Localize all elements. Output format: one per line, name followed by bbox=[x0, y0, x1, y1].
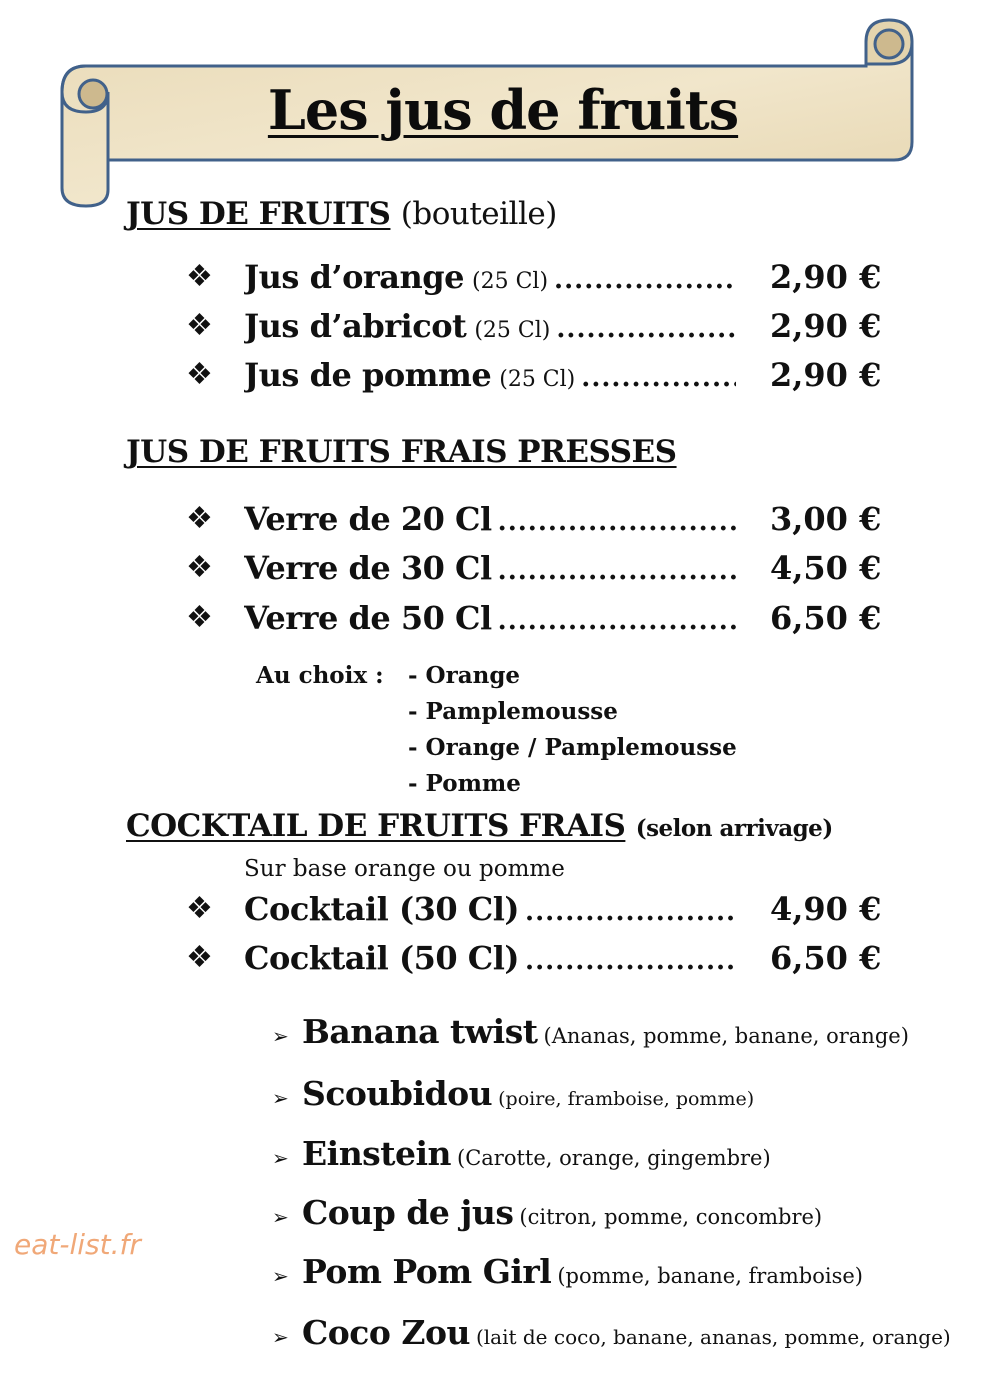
arrow-bullet-icon: ➢ bbox=[272, 1146, 289, 1170]
diamond-bullet-icon: ❖ bbox=[186, 550, 213, 585]
recipe-name: Banana twist bbox=[302, 1012, 538, 1051]
item-name: Verre de 20 Cl bbox=[244, 500, 492, 538]
arrow-bullet-icon: ➢ bbox=[272, 1205, 289, 1229]
arrow-bullet-icon: ➢ bbox=[272, 1325, 289, 1349]
item-price: 2,90 € bbox=[770, 258, 882, 296]
recipe-ingredients: (Carotte, orange, gingembre) bbox=[457, 1146, 771, 1170]
choice-option: - Orange bbox=[408, 662, 521, 689]
item-price: 6,50 € bbox=[770, 599, 882, 637]
diamond-bullet-icon: ❖ bbox=[186, 600, 213, 635]
item-volume: (25 Cl) bbox=[472, 269, 549, 294]
menu-item bbox=[0, 939, 989, 983]
item-price: 4,90 € bbox=[770, 890, 882, 928]
item-price: 2,90 € bbox=[770, 307, 882, 345]
menu-item bbox=[0, 258, 989, 302]
choice-list bbox=[408, 662, 737, 806]
item-name: Jus d’orange bbox=[244, 258, 465, 296]
arrow-bullet-icon: ➢ bbox=[272, 1024, 289, 1048]
recipe-name: Coup de jus bbox=[302, 1193, 514, 1232]
item-name: Verre de 50 Cl bbox=[244, 599, 492, 637]
item-price: 6,50 € bbox=[770, 939, 882, 977]
menu-item bbox=[0, 500, 989, 544]
section-heading-frais bbox=[126, 434, 677, 470]
diamond-bullet-icon: ❖ bbox=[186, 308, 213, 343]
section-note: (bouteille) bbox=[400, 196, 557, 232]
base-note: Sur base orange ou pomme bbox=[244, 856, 565, 882]
page-title: Les jus de fruits bbox=[267, 78, 739, 142]
watermark: eat-list.fr bbox=[14, 1228, 141, 1261]
item-name: Cocktail (30 Cl) bbox=[244, 890, 520, 928]
menu-item bbox=[0, 549, 989, 593]
menu-item bbox=[0, 307, 989, 351]
recipe-item bbox=[272, 1012, 909, 1056]
section-heading-bouteille bbox=[126, 196, 557, 232]
section-heading-cocktail bbox=[126, 808, 833, 844]
recipe-item bbox=[272, 1252, 863, 1296]
recipe-item bbox=[272, 1193, 822, 1237]
item-name: Cocktail (50 Cl) bbox=[244, 939, 520, 977]
choice-option: - Pamplemousse bbox=[408, 698, 618, 725]
item-name: Jus d’abricot bbox=[244, 307, 467, 345]
section-note: (selon arrivage) bbox=[635, 815, 833, 842]
item-price: 4,50 € bbox=[770, 549, 882, 587]
diamond-bullet-icon: ❖ bbox=[186, 891, 213, 926]
section-title: COCKTAIL DE FRUITS FRAIS bbox=[126, 808, 626, 844]
section-title: JUS DE FRUITS FRAIS PRESSES bbox=[126, 434, 677, 470]
choice-label: Au choix : bbox=[256, 662, 384, 689]
diamond-bullet-icon: ❖ bbox=[186, 259, 213, 294]
item-name: Verre de 30 Cl bbox=[244, 549, 492, 587]
diamond-bullet-icon: ❖ bbox=[186, 357, 213, 392]
diamond-bullet-icon: ❖ bbox=[186, 940, 213, 975]
item-price: 3,00 € bbox=[770, 500, 882, 538]
choice-option: - Orange / Pamplemousse bbox=[408, 734, 737, 761]
recipe-name: Coco Zou bbox=[302, 1313, 470, 1352]
recipe-ingredients: (poire, framboise, pomme) bbox=[498, 1088, 755, 1110]
recipe-name: Scoubidou bbox=[302, 1074, 493, 1113]
recipe-ingredients: (citron, pomme, concombre) bbox=[519, 1205, 823, 1229]
recipe-item bbox=[272, 1074, 754, 1118]
recipe-item bbox=[272, 1134, 771, 1178]
diamond-bullet-icon: ❖ bbox=[186, 501, 213, 536]
menu-item bbox=[0, 356, 989, 400]
arrow-bullet-icon: ➢ bbox=[272, 1086, 289, 1110]
item-name: Jus de pomme bbox=[244, 356, 492, 394]
recipe-ingredients: (lait de coco, banane, ananas, pomme, orange) bbox=[475, 1325, 951, 1349]
recipe-name: Einstein bbox=[302, 1134, 452, 1173]
item-volume: (25 Cl) bbox=[474, 318, 551, 343]
item-volume: (25 Cl) bbox=[499, 367, 576, 392]
arrow-bullet-icon: ➢ bbox=[272, 1264, 289, 1288]
recipe-ingredients: (pomme, banane, framboise) bbox=[557, 1264, 863, 1288]
section-title: JUS DE FRUITS bbox=[126, 196, 391, 232]
menu-item bbox=[0, 599, 989, 643]
menu-item bbox=[0, 890, 989, 934]
item-price: 2,90 € bbox=[770, 356, 882, 394]
choice-option: - Pomme bbox=[408, 770, 521, 797]
recipe-name: Pom Pom Girl bbox=[302, 1252, 552, 1291]
recipe-item bbox=[272, 1313, 951, 1357]
recipe-ingredients: (Ananas, pomme, banane, orange) bbox=[543, 1024, 909, 1048]
